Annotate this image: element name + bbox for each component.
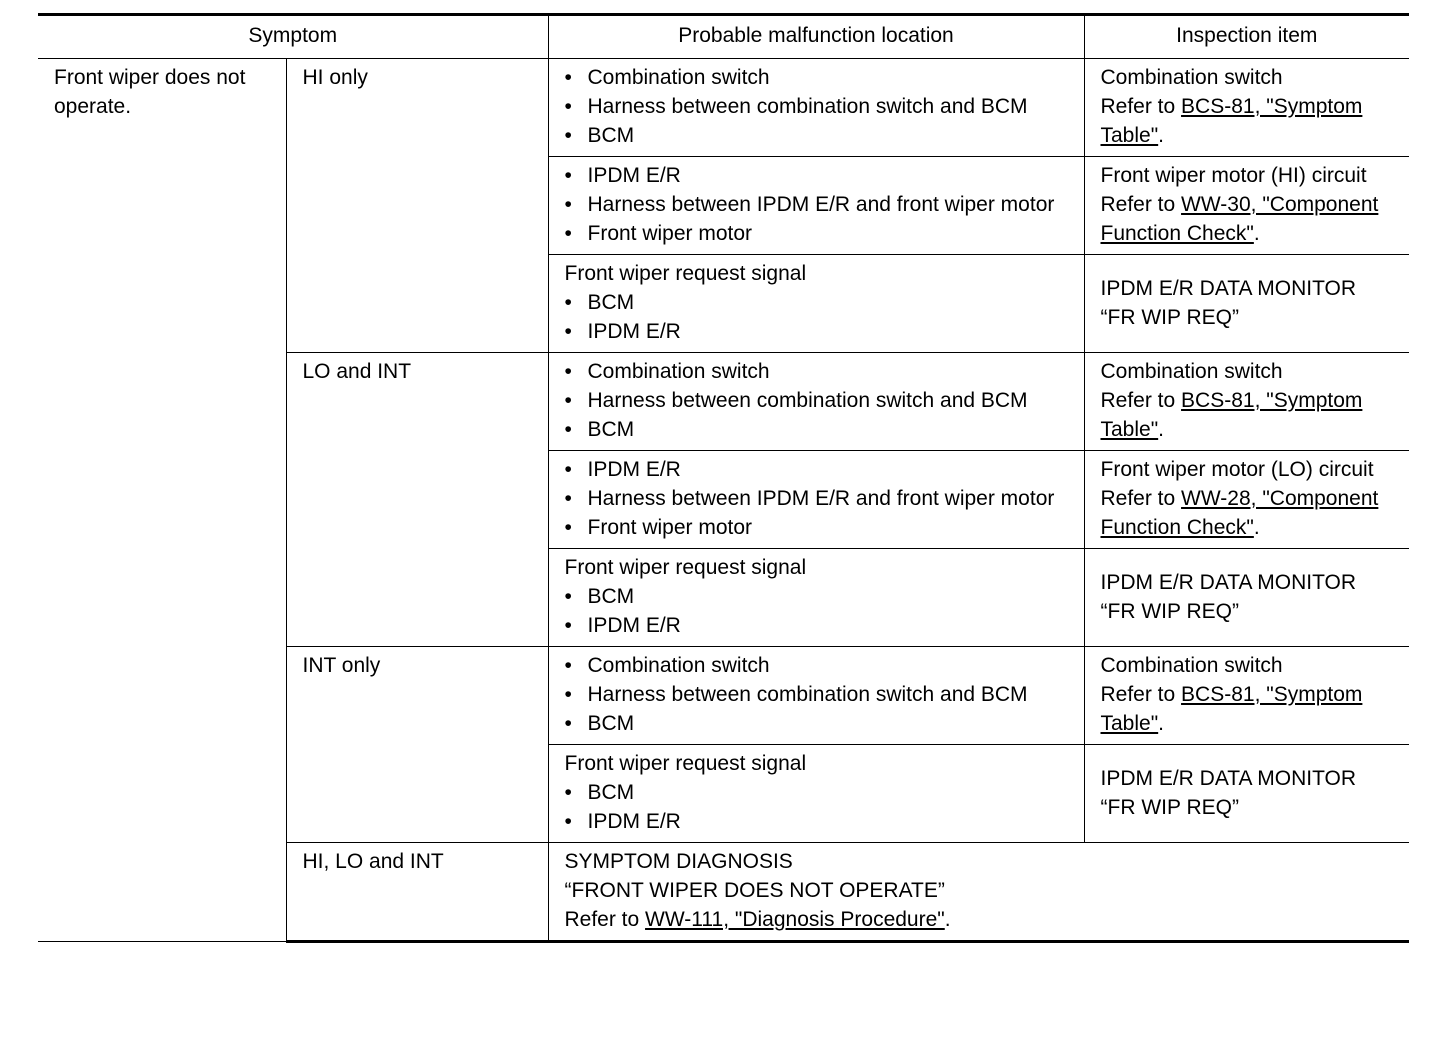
list-item: • Front wiper motor <box>565 513 1084 542</box>
list-item: • IPDM E/R <box>565 317 1084 346</box>
location-cell <box>548 157 1084 255</box>
inspection-title: Front wiper motor (LO) circuit <box>1100 458 1374 481</box>
location-list <box>565 288 1084 346</box>
inspection-cell <box>1084 353 1409 451</box>
reference-link[interactable]: WW-111, "Diagnosis Procedure" <box>645 908 945 931</box>
location-list <box>565 778 1084 836</box>
list-item: • IPDM E/R <box>565 611 1084 640</box>
refer-prefix: Refer to <box>1100 487 1182 510</box>
symptom-int-only: INT only <box>286 647 548 843</box>
diagnosis-line: “FRONT WIPER DOES NOT OPERATE” <box>564 879 945 902</box>
symptom-main-cell: Front wiper does not operate. <box>38 59 286 942</box>
header-inspection: Inspection item <box>1084 15 1409 59</box>
location-cell <box>548 745 1084 843</box>
reference-link[interactable]: BCS-81, "Symptom Table" <box>1100 389 1363 441</box>
list-item: • BCM <box>565 709 1084 738</box>
diagnosis-line: SYMPTOM DIAGNOSIS <box>564 850 793 873</box>
inspection-title: Combination switch <box>1100 66 1283 89</box>
inspection-line: “FR WIP REQ” <box>1100 305 1239 329</box>
inspection-title: Combination switch <box>1100 654 1283 677</box>
location-cell <box>548 647 1084 745</box>
refer-prefix: Refer to <box>1100 683 1182 706</box>
refer-suffix: . <box>1158 418 1165 441</box>
refer-prefix: Refer to <box>1100 389 1182 412</box>
list-item: • BCM <box>565 288 1084 317</box>
list-item: • IPDM E/R <box>565 161 1084 190</box>
inspection-title: Combination switch <box>1100 360 1283 383</box>
list-item: • Harness between IPDM E/R and front wiper motor <box>565 190 1084 219</box>
list-item: • BCM <box>565 415 1084 444</box>
refer-suffix: . <box>1158 712 1165 735</box>
list-item: • BCM <box>565 778 1084 807</box>
location-list <box>565 455 1084 542</box>
location-list <box>565 357 1084 444</box>
refer-prefix: Refer to <box>564 908 646 931</box>
inspection-cell <box>1084 59 1409 157</box>
symptom-hi-only: HI only <box>286 59 548 353</box>
symptom-lo-and-int: LO and INT <box>286 353 548 647</box>
inspection-cell <box>1084 157 1409 255</box>
refer-suffix: . <box>944 908 951 931</box>
location-title: Front wiper request signal <box>564 556 807 579</box>
list-item: • Harness between combination switch and BCM <box>565 680 1084 709</box>
reference-link[interactable]: BCS-81, "Symptom Table" <box>1100 95 1363 147</box>
location-title: Front wiper request signal <box>564 262 807 285</box>
location-cell <box>548 255 1084 353</box>
refer-suffix: . <box>1158 124 1165 147</box>
list-item: • BCM <box>565 121 1084 150</box>
header-row <box>38 15 1409 59</box>
inspection-cell <box>1084 451 1409 549</box>
list-item: • Combination switch <box>565 651 1084 680</box>
inspection-cell <box>1084 745 1409 843</box>
inspection-line: IPDM E/R DATA MONITOR <box>1100 570 1357 594</box>
list-item: • IPDM E/R <box>565 807 1084 836</box>
location-cell <box>548 549 1084 647</box>
reference-link[interactable]: BCS-81, "Symptom Table" <box>1100 683 1363 735</box>
header-location: Probable malfunction location <box>548 15 1084 59</box>
inspection-line: IPDM E/R DATA MONITOR <box>1100 766 1357 790</box>
list-item: • BCM <box>565 582 1084 611</box>
symptom-table <box>38 13 1409 943</box>
list-item: • Harness between combination switch and BCM <box>565 386 1084 415</box>
location-list <box>565 651 1084 738</box>
refer-prefix: Refer to <box>1100 193 1182 216</box>
table-row <box>38 59 1409 157</box>
refer-prefix: Refer to <box>1100 95 1182 118</box>
list-item: • Front wiper motor <box>565 219 1084 248</box>
reference-link[interactable]: WW-28, "Component Function Check" <box>1100 487 1379 539</box>
symptom-hi-lo-and-int: HI, LO and INT <box>286 843 548 942</box>
location-list <box>565 161 1084 248</box>
inspection-line: “FR WIP REQ” <box>1100 795 1239 819</box>
location-cell <box>548 451 1084 549</box>
list-item: • Harness between combination switch and BCM <box>565 92 1084 121</box>
list-item: • Combination switch <box>565 63 1084 92</box>
list-item: • IPDM E/R <box>565 455 1084 484</box>
inspection-cell <box>1084 647 1409 745</box>
reference-link[interactable]: WW-30, "Component Function Check" <box>1100 193 1379 245</box>
refer-suffix: . <box>1253 516 1260 539</box>
location-cell <box>548 353 1084 451</box>
diagnosis-cell <box>548 843 1409 942</box>
list-item: • Harness between IPDM E/R and front wiper motor <box>565 484 1084 513</box>
location-title: Front wiper request signal <box>564 752 807 775</box>
list-item: • Combination switch <box>565 357 1084 386</box>
inspection-line: IPDM E/R DATA MONITOR <box>1100 276 1357 300</box>
location-list <box>565 63 1084 150</box>
header-symptom: Symptom <box>38 15 548 59</box>
location-list <box>565 582 1084 640</box>
inspection-title: Front wiper motor (HI) circuit <box>1100 164 1367 187</box>
location-cell <box>548 59 1084 157</box>
inspection-cell <box>1084 549 1409 647</box>
refer-suffix: . <box>1253 222 1260 245</box>
inspection-cell <box>1084 255 1409 353</box>
inspection-line: “FR WIP REQ” <box>1100 599 1239 623</box>
